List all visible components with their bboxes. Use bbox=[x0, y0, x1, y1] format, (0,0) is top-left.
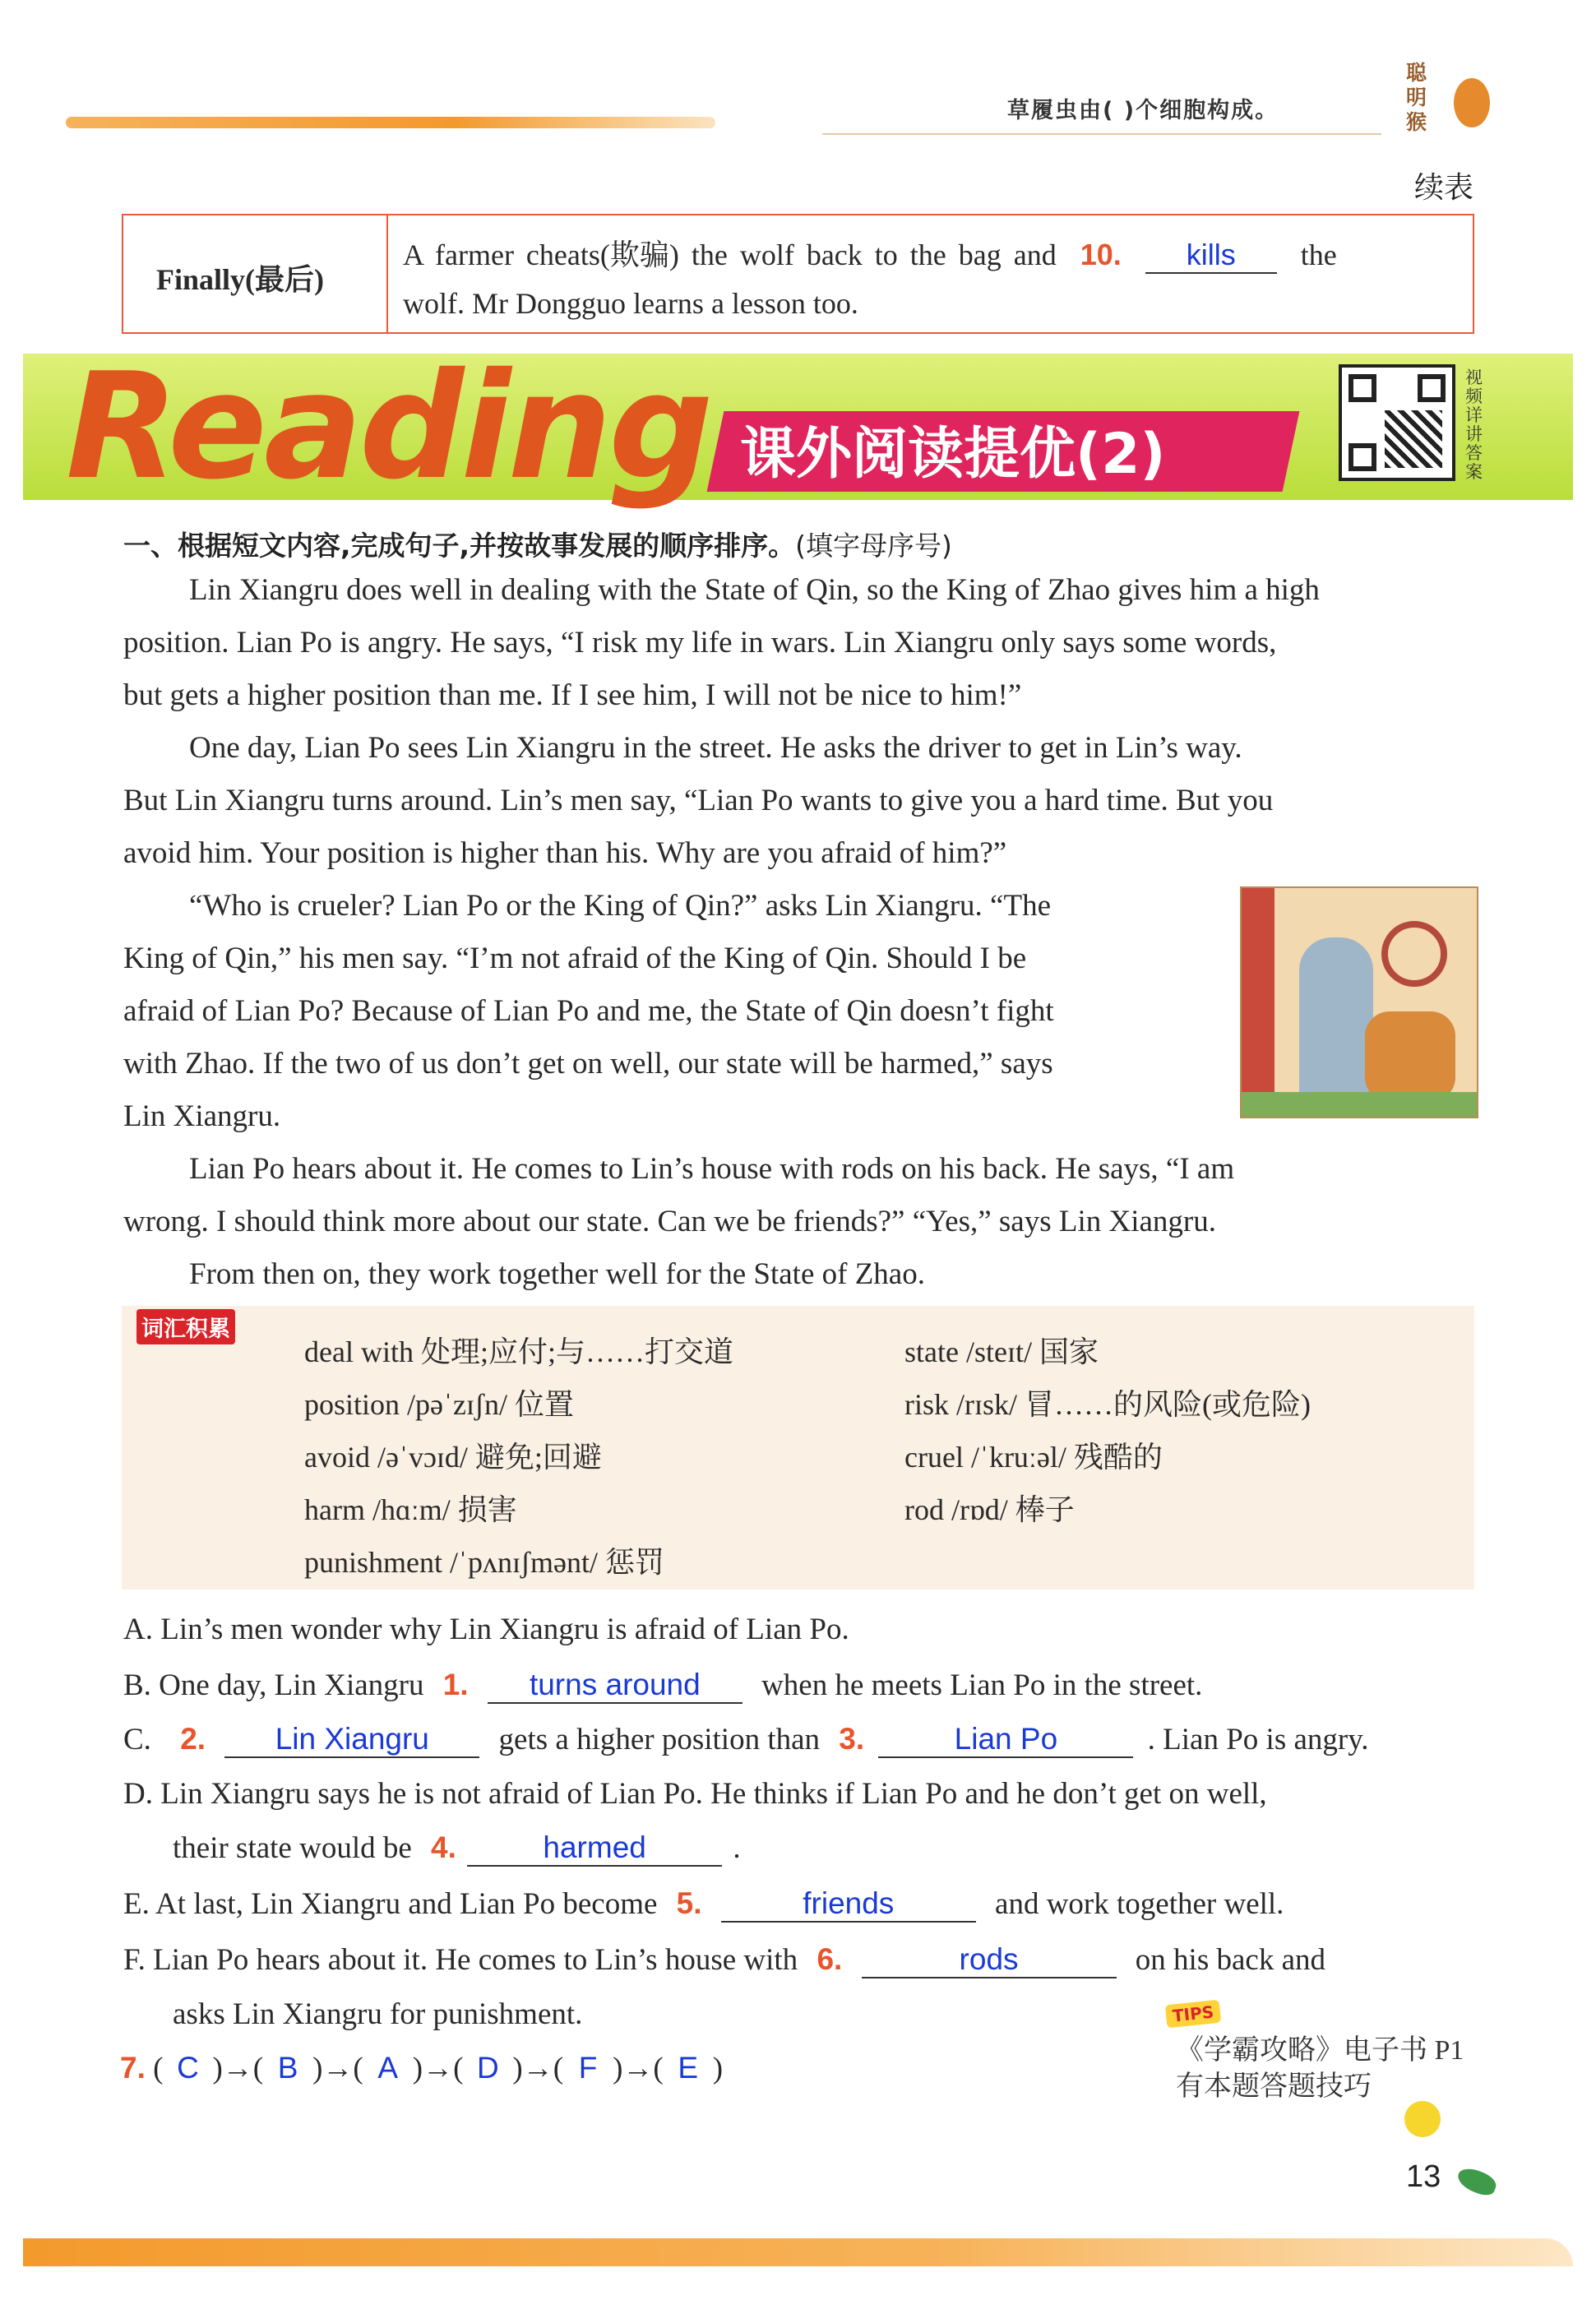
vocabulary-tag: 词汇积累 bbox=[136, 1309, 235, 1344]
vocab-item: avoid /əˈvɔɪd/ 避免;回避 bbox=[304, 1441, 602, 1474]
vocab-item: punishment /ˈpʌnɪʃmənt/ 惩罚 bbox=[304, 1546, 664, 1579]
passage-line: position. Lian Po is angry. He says, “I risk my life in wars. Lin Xiangru only says some words, bbox=[123, 626, 1277, 659]
answer-blank[interactable]: Lian Po bbox=[878, 1722, 1133, 1758]
header-rule bbox=[822, 133, 1381, 135]
banner-word: Reading bbox=[66, 341, 710, 511]
passage-line: but gets a higher position than me. If I see him, I will not be nice to him!” bbox=[123, 678, 1022, 712]
passage-line: From then on, they work together well for the State of Zhao. bbox=[189, 1257, 925, 1291]
order-slot[interactable]: A bbox=[377, 2051, 399, 2085]
passage-line: King of Qin,” his men say. “I’m not afraid of the King of Qin. Should I be bbox=[123, 942, 1027, 975]
question-number: 10. bbox=[1080, 238, 1122, 271]
passage-line: afraid of Lian Po? Because of Lian Po and me, the State of Qin doesn’t fight bbox=[123, 994, 1054, 1028]
banner-title: 课外阅读提优(2) bbox=[740, 422, 1166, 487]
passage-line: avoid him. Your position is higher than his. Why are you afraid of him?” bbox=[123, 836, 1007, 870]
brand-logo: 聪明猴 bbox=[1406, 61, 1427, 134]
continued-label: 续表 bbox=[1414, 171, 1474, 205]
finally-line-1: A farmer cheats(欺骗) the wolf back to the bag and 10. kills the bbox=[403, 232, 1337, 274]
finally-label: Finally(最后) bbox=[156, 263, 324, 296]
order-slot[interactable]: D bbox=[477, 2051, 499, 2085]
order-slot[interactable]: B bbox=[277, 2051, 298, 2085]
header-bar bbox=[66, 117, 715, 128]
vocab-item: position /pəˈzɪʃn/ 位置 bbox=[304, 1388, 574, 1421]
passage-line: Lin Xiangru. bbox=[123, 1099, 281, 1133]
qr-caption: 视频详讲答案 bbox=[1465, 368, 1483, 482]
passage-line: Lin Xiangru does well in dealing with the State of Qin, so the King of Zhao gives him a high bbox=[189, 573, 1320, 607]
tips-text[interactable]: 《学霸攻略》电子书 P1 有本题答题技巧 bbox=[1176, 2035, 1464, 2102]
option-c: C. 2. Lin Xiangru gets a higher position than 3. Lian Po . Lian Po is angry. bbox=[123, 1722, 1369, 1756]
section-instruction: 一、根据短文内容,完成句子,并按故事发展的顺序排序。(填字母序号) bbox=[123, 530, 952, 562]
passage-line: “Who is crueler? Lian Po or the King of Qin?” asks Lin Xiangru. “The bbox=[189, 889, 1051, 923]
vocab-item: deal with 处理;应付;与……打交道 bbox=[304, 1335, 733, 1368]
dolphin-icon bbox=[1455, 2165, 1499, 2199]
page-number: 13 bbox=[1406, 2159, 1441, 2194]
answer-blank[interactable]: turns around bbox=[488, 1668, 742, 1704]
passage-line: One day, Lian Po sees Lin Xiangru in the street. He asks the driver to get in Lin’s way. bbox=[189, 731, 1242, 765]
option-e: E. At last, Lin Xiangru and Lian Po become 5. friends and work together well. bbox=[123, 1886, 1284, 1921]
option-d-line-2: their state would be 4. harmed . bbox=[173, 1830, 741, 1865]
answer-blank[interactable]: rods bbox=[862, 1942, 1117, 1978]
story-illustration bbox=[1240, 886, 1478, 1118]
vocab-item: state /steɪt/ 国家 bbox=[904, 1335, 1099, 1368]
vocab-item: cruel /ˈkruːəl/ 残酷的 bbox=[904, 1441, 1163, 1474]
tips-badge: TIPS bbox=[1165, 2000, 1222, 2029]
vocab-item: risk /rɪsk/ 冒……的风险(或危险) bbox=[904, 1388, 1311, 1421]
order-slot[interactable]: C bbox=[177, 2051, 199, 2085]
footer-bar bbox=[23, 2238, 1573, 2266]
option-d: D. Lin Xiangru says he is not afraid of Lian Po. He thinks if Lian Po and he don’t get on well, bbox=[123, 1777, 1267, 1811]
passage-line: But Lin Xiangru turns around. Lin’s men say, “Lian Po wants to give you a hard time. But you bbox=[123, 784, 1274, 817]
vocab-item: harm /hɑːm/ 损害 bbox=[304, 1493, 517, 1526]
vocab-item: rod /rɒd/ 棒子 bbox=[904, 1493, 1075, 1526]
order-slot[interactable]: E bbox=[678, 2051, 699, 2085]
order-answer: 7. ( C )→( B )→( A )→( D )→( F )→( E ) bbox=[120, 2051, 724, 2085]
option-b: B. One day, Lin Xiangru 1. turns around when he meets Lian Po in the street. bbox=[123, 1668, 1203, 1702]
header-hint: 草履虫由( )个细胞构成。 bbox=[1007, 98, 1279, 123]
answer-blank[interactable]: friends bbox=[721, 1886, 976, 1923]
chick-icon bbox=[1404, 2101, 1441, 2137]
monkey-mascot-icon bbox=[1454, 78, 1490, 127]
passage-line: wrong. I should think more about our state. Can we be friends?” “Yes,” says Lin Xiangru. bbox=[123, 1205, 1216, 1238]
answer-blank[interactable]: kills bbox=[1145, 238, 1277, 274]
answer-blank[interactable]: harmed bbox=[467, 1830, 722, 1867]
option-f: F. Lian Po hears about it. He comes to Lin’s house with 6. rods on his back and bbox=[123, 1942, 1325, 1977]
qr-code-icon[interactable] bbox=[1339, 364, 1455, 481]
finally-line-2: wolf. Mr Dongguo learns a lesson too. bbox=[403, 287, 858, 320]
passage-line: Lian Po hears about it. He comes to Lin’s house with rods on his back. He says, “I am bbox=[189, 1152, 1235, 1186]
answer-blank[interactable]: Lin Xiangru bbox=[224, 1722, 479, 1758]
option-f-line-2: asks Lin Xiangru for punishment. bbox=[173, 1997, 583, 2031]
option-a: A. Lin’s men wonder why Lin Xiangru is afraid of Lian Po. bbox=[123, 1613, 849, 1646]
order-slot[interactable]: F bbox=[578, 2051, 598, 2085]
passage-line: with Zhao. If the two of us don’t get on well, our state will be harmed,” says bbox=[123, 1047, 1053, 1081]
